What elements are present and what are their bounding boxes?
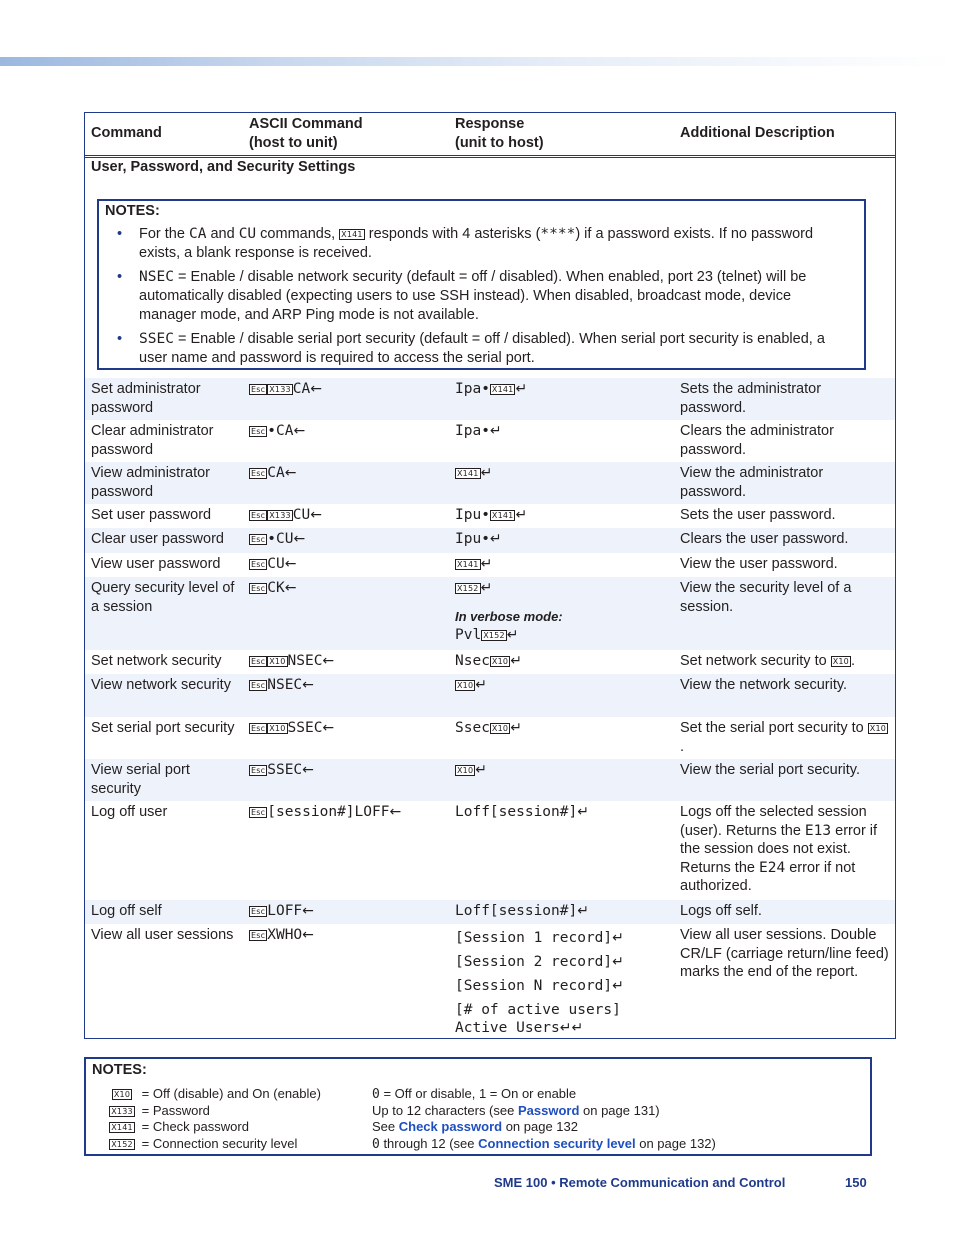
table-row bbox=[85, 674, 895, 717]
legend-value-text: Up to 12 characters (see bbox=[372, 1103, 518, 1118]
legend-value-code: 0 bbox=[372, 1137, 380, 1152]
ascii-command bbox=[249, 506, 449, 525]
header-ascii-line2: (host to unit) bbox=[249, 135, 338, 151]
response-text: [# of active users] bbox=[455, 1002, 621, 1018]
response bbox=[455, 719, 675, 738]
description: View all user sessions. Double CR/LF (carriage return/line feed) marks the end of the report. bbox=[680, 927, 889, 980]
note-text: ) if a password exists. If no password exists, a blank response is received. bbox=[139, 226, 814, 261]
esc-key-icon: Esc bbox=[251, 931, 266, 940]
table-row bbox=[85, 553, 895, 577]
variable-badge: X141 bbox=[111, 1123, 133, 1132]
note-code: SSEC bbox=[139, 331, 174, 347]
description: View the security level of a session. bbox=[680, 580, 852, 615]
table-row bbox=[85, 577, 895, 650]
esc-key-icon: Esc bbox=[251, 724, 266, 733]
link-connection-security-level[interactable]: Connection security level bbox=[478, 1136, 636, 1151]
ascii-command bbox=[249, 902, 449, 921]
link-check-password[interactable]: Check password bbox=[398, 1119, 503, 1134]
ascii-text: CU bbox=[267, 556, 285, 572]
description-text: . bbox=[850, 653, 855, 669]
bullet-icon: • bbox=[117, 269, 123, 285]
description-text: error if not authorized. bbox=[680, 859, 856, 894]
command-name: Log off user bbox=[91, 804, 168, 820]
send-arrow-icon: ← bbox=[310, 507, 322, 523]
header-gradient-bar bbox=[0, 57, 954, 66]
command-name: Set network security bbox=[91, 653, 222, 669]
response bbox=[455, 652, 675, 671]
command-name: Query security level of a session bbox=[91, 580, 235, 615]
ascii-command bbox=[249, 719, 449, 738]
variable-badge: X10 bbox=[491, 724, 509, 733]
footer-title: SME 100 • Remote Communication and Control bbox=[494, 1175, 786, 1190]
ascii-text: •CA bbox=[267, 423, 294, 439]
response-text: Nsec bbox=[455, 653, 490, 669]
response-text: [Session 2 record] bbox=[455, 954, 613, 970]
table-row bbox=[85, 650, 895, 674]
description: Clears the user password. bbox=[680, 531, 849, 547]
description: View the network security. bbox=[680, 677, 848, 693]
esc-key-icon: Esc bbox=[251, 560, 266, 569]
send-arrow-icon: ← bbox=[389, 804, 402, 820]
ascii-text: XWHO bbox=[267, 927, 303, 943]
esc-key-icon: Esc bbox=[251, 385, 266, 394]
return-arrow-icon: ↵ bbox=[475, 677, 487, 693]
return-arrow-icon: ↵ bbox=[577, 903, 589, 919]
variable-badge: X10 bbox=[269, 724, 286, 733]
header-response-line2: (unit to host) bbox=[455, 135, 544, 151]
response-text: Loff[session#] bbox=[455, 903, 578, 919]
note-text: responds with 4 asterisks ( bbox=[364, 226, 541, 242]
table-row bbox=[85, 717, 895, 759]
esc-key-icon: Esc bbox=[251, 511, 266, 520]
note-text: = Enable / disable network security (default = off / disabled). When enabled, port 23 (telnet) will be automatically disabled (expecting users to use SSH instead). When disabled, broadcast mode, device manager mode, and ARP Ping mode is not available. bbox=[139, 269, 807, 323]
ascii-text: •CU bbox=[267, 531, 294, 547]
table-row bbox=[85, 924, 895, 1036]
command-name: View user password bbox=[91, 556, 221, 572]
legend-value bbox=[372, 1086, 576, 1104]
variable-badge: X10 bbox=[491, 657, 509, 666]
return-arrow-icon: ↵ bbox=[577, 804, 589, 820]
legend-value-text: See bbox=[372, 1119, 399, 1134]
header-command: Command bbox=[91, 125, 162, 141]
ascii-text: NSEC bbox=[267, 677, 303, 693]
response-text: Ipu• bbox=[455, 531, 490, 547]
legend-value-text: on page 132 bbox=[502, 1119, 578, 1134]
command-name: Set serial port security bbox=[91, 720, 235, 736]
variable-badge: X152 bbox=[111, 1140, 133, 1149]
response bbox=[455, 579, 675, 645]
ascii-text: SSEC bbox=[287, 720, 323, 736]
verbose-label: In verbose mode: bbox=[455, 608, 563, 624]
return-arrow-icon: ↵ bbox=[571, 1020, 584, 1036]
return-arrow-icon: ↵ bbox=[559, 1020, 572, 1036]
legend-item bbox=[106, 1086, 321, 1103]
ascii-command bbox=[249, 926, 449, 945]
legend-item bbox=[106, 1136, 297, 1153]
ascii-command bbox=[249, 676, 449, 695]
esc-key-icon: Esc bbox=[251, 469, 266, 478]
variable-badge: X152 bbox=[457, 584, 479, 593]
legend-value-text: on page 131) bbox=[579, 1103, 660, 1118]
legend-value bbox=[372, 1103, 660, 1120]
description: Clears the administrator password. bbox=[680, 423, 834, 458]
send-arrow-icon: ← bbox=[302, 927, 314, 943]
variable-badge: X152 bbox=[483, 631, 505, 640]
ascii-text: [session#]LOFF bbox=[267, 804, 390, 820]
command-name: View network security bbox=[91, 677, 231, 693]
ascii-text: LOFF bbox=[267, 903, 303, 919]
note-code: NSEC bbox=[139, 269, 174, 285]
send-arrow-icon: ← bbox=[322, 720, 335, 736]
legend-definition: = Password bbox=[141, 1103, 210, 1118]
table-row bbox=[85, 801, 895, 900]
send-arrow-icon: ← bbox=[310, 381, 322, 397]
note-code: CU bbox=[238, 226, 257, 242]
send-arrow-icon: ← bbox=[284, 465, 297, 481]
send-arrow-icon: ← bbox=[293, 423, 306, 439]
ascii-command bbox=[249, 464, 449, 483]
response-text: Ipa• bbox=[455, 423, 490, 439]
response-text: [Session N record] bbox=[455, 978, 613, 994]
description: Sets the user password. bbox=[680, 507, 836, 523]
legend-definition: = Check password bbox=[141, 1119, 249, 1134]
description: View the user password. bbox=[680, 556, 838, 572]
command-name: Clear user password bbox=[91, 531, 224, 547]
variable-badge: X10 bbox=[269, 657, 286, 666]
note-item bbox=[99, 330, 844, 368]
note-code: **** bbox=[540, 226, 576, 242]
description-text: Set network security to bbox=[680, 653, 831, 669]
command-name: Log off self bbox=[91, 903, 162, 919]
table-row bbox=[85, 759, 895, 801]
note-text: commands, bbox=[256, 226, 340, 242]
response bbox=[455, 902, 675, 921]
header-ascii-line1: ASCII Command bbox=[249, 116, 363, 132]
send-arrow-icon: ← bbox=[293, 531, 306, 547]
ascii-command bbox=[249, 652, 449, 671]
ascii-text: CA bbox=[267, 465, 285, 481]
return-arrow-icon: ↵ bbox=[480, 580, 493, 596]
note-code: CA bbox=[188, 226, 207, 242]
legend-notes-box bbox=[84, 1057, 872, 1156]
variable-badge: X10 bbox=[457, 681, 474, 690]
section-title: User, Password, and Security Settings bbox=[91, 159, 356, 175]
variable-badge: X10 bbox=[113, 1090, 131, 1099]
legend-item bbox=[106, 1103, 210, 1120]
legend-value-text: through 12 (see bbox=[379, 1136, 479, 1151]
variable-badge: X141 bbox=[491, 511, 514, 520]
response bbox=[455, 464, 675, 483]
table-row bbox=[85, 420, 895, 462]
command-name: View serial port security bbox=[91, 762, 190, 797]
response-text: Pvl bbox=[455, 627, 482, 643]
note-text: and bbox=[206, 226, 239, 242]
response-text: Active Users bbox=[455, 1020, 560, 1036]
response-text: Ipa• bbox=[455, 381, 490, 397]
return-arrow-icon: ↵ bbox=[489, 423, 502, 439]
note-text: For the bbox=[139, 226, 189, 242]
command-name: Set user password bbox=[91, 507, 212, 523]
ascii-text: CA bbox=[292, 381, 311, 397]
ascii-command bbox=[249, 422, 449, 441]
esc-key-icon: Esc bbox=[251, 907, 266, 916]
variable-badge: X10 bbox=[832, 657, 849, 666]
legend-item bbox=[106, 1119, 249, 1136]
return-arrow-icon: ↵ bbox=[475, 762, 487, 778]
response bbox=[455, 530, 675, 549]
legend-value-code: 0 bbox=[372, 1087, 380, 1102]
return-arrow-icon: ↵ bbox=[612, 930, 624, 946]
response-text: Ssec bbox=[455, 720, 490, 736]
notes-box bbox=[97, 199, 866, 370]
ascii-command bbox=[249, 555, 449, 574]
esc-key-icon: Esc bbox=[251, 657, 266, 666]
return-arrow-icon: ↵ bbox=[480, 465, 493, 481]
send-arrow-icon: ← bbox=[302, 677, 314, 693]
legend-value-text: = Off or disable, 1 = On or enable bbox=[379, 1086, 577, 1101]
command-name: Clear administrator password bbox=[91, 423, 214, 458]
esc-key-icon: Esc bbox=[251, 427, 266, 436]
response bbox=[455, 555, 675, 574]
notes-title: NOTES: bbox=[105, 203, 160, 219]
response bbox=[455, 676, 675, 695]
description-text: Logs off the selected session (user). Returns the bbox=[680, 804, 867, 839]
response bbox=[455, 761, 675, 780]
response bbox=[455, 926, 675, 1037]
description: Sets the administrator password. bbox=[680, 381, 822, 416]
header-ascii-command bbox=[249, 115, 363, 153]
response-text: Ipu• bbox=[455, 507, 490, 523]
return-arrow-icon: ↵ bbox=[506, 627, 519, 643]
legend-definition: = Connection security level bbox=[141, 1136, 298, 1151]
header-response-line1: Response bbox=[455, 116, 525, 132]
return-arrow-icon: ↵ bbox=[515, 381, 528, 397]
return-arrow-icon: ↵ bbox=[612, 978, 624, 994]
legend-notes-title: NOTES: bbox=[92, 1062, 147, 1078]
send-arrow-icon: ← bbox=[322, 653, 335, 669]
description bbox=[680, 803, 890, 896]
variable-badge: X141 bbox=[457, 469, 479, 478]
variable-badge: X141 bbox=[491, 385, 514, 394]
send-arrow-icon: ← bbox=[284, 556, 297, 572]
note-item bbox=[99, 225, 844, 263]
command-table bbox=[84, 112, 896, 1039]
table-row bbox=[85, 528, 895, 553]
description-text: . bbox=[680, 738, 685, 755]
ascii-command bbox=[249, 530, 449, 549]
return-arrow-icon: ↵ bbox=[480, 556, 493, 572]
command-name: View administrator password bbox=[91, 465, 211, 500]
return-arrow-icon: ↵ bbox=[612, 954, 624, 970]
variable-badge: X10 bbox=[869, 724, 887, 733]
response bbox=[455, 422, 675, 441]
esc-key-icon: Esc bbox=[251, 681, 266, 690]
return-arrow-icon: ↵ bbox=[510, 720, 522, 736]
ascii-text: CU bbox=[292, 507, 311, 523]
esc-key-icon: Esc bbox=[251, 808, 266, 817]
ascii-command bbox=[249, 579, 449, 598]
return-arrow-icon: ↵ bbox=[489, 531, 502, 547]
page-number: 150 bbox=[845, 1175, 867, 1190]
ascii-text: NSEC bbox=[287, 653, 323, 669]
send-arrow-icon: ← bbox=[284, 580, 297, 596]
response bbox=[455, 380, 675, 399]
legend-definition: = Off (disable) and On (enable) bbox=[141, 1086, 321, 1101]
table-row bbox=[85, 900, 895, 924]
description: Logs off self. bbox=[680, 903, 762, 919]
description: View the administrator password. bbox=[680, 465, 824, 500]
send-arrow-icon: ← bbox=[302, 762, 314, 778]
header-additional-description: Additional Description bbox=[680, 125, 835, 141]
legend-value-text: on page 132) bbox=[635, 1136, 716, 1151]
error-code: E24 bbox=[759, 859, 786, 876]
command-name: Set administrator password bbox=[91, 381, 201, 416]
variable-badge: X141 bbox=[457, 560, 479, 569]
ascii-text: SSEC bbox=[267, 762, 303, 778]
return-arrow-icon: ↵ bbox=[510, 653, 522, 669]
variable-badge: X10 bbox=[457, 766, 474, 775]
bullet-icon: • bbox=[117, 226, 123, 242]
link-password[interactable]: Password bbox=[517, 1103, 580, 1118]
response-text: Loff[session#] bbox=[455, 804, 578, 820]
esc-key-icon: Esc bbox=[251, 766, 266, 775]
response bbox=[455, 803, 675, 822]
send-arrow-icon: ← bbox=[302, 903, 314, 919]
return-arrow-icon: ↵ bbox=[515, 507, 528, 523]
description bbox=[680, 719, 890, 756]
description: View the serial port security. bbox=[680, 762, 860, 778]
legend-value bbox=[372, 1119, 578, 1136]
note-text: = Enable / disable serial port security (default = off / disabled). When serial port security is enabled, a user name and password is required to access the serial port. bbox=[139, 331, 825, 366]
command-name: View all user sessions bbox=[91, 927, 234, 943]
description-text: error if the session does not exist. Returns the bbox=[680, 822, 878, 876]
table-header bbox=[85, 113, 895, 156]
response bbox=[455, 506, 675, 525]
description bbox=[680, 652, 890, 671]
esc-key-icon: Esc bbox=[251, 584, 266, 593]
variable-badge: X133 bbox=[269, 385, 291, 394]
variable-badge: X133 bbox=[111, 1107, 133, 1116]
legend-value bbox=[372, 1136, 716, 1154]
table-row bbox=[85, 378, 895, 420]
ascii-command bbox=[249, 803, 449, 822]
error-code: E13 bbox=[804, 822, 832, 839]
ascii-command bbox=[249, 761, 449, 780]
bullet-icon: • bbox=[117, 331, 123, 347]
variable-badge: X133 bbox=[269, 511, 291, 520]
table-row bbox=[85, 504, 895, 528]
variable-badge: X141 bbox=[341, 230, 363, 239]
esc-key-icon: Esc bbox=[251, 535, 266, 544]
description-text: Set the serial port security to bbox=[680, 720, 868, 736]
ascii-text: CK bbox=[267, 580, 285, 596]
ascii-command bbox=[249, 380, 449, 399]
header-response bbox=[455, 115, 544, 153]
response-text: [Session 1 record] bbox=[455, 930, 613, 946]
note-item bbox=[99, 268, 844, 325]
table-row bbox=[85, 462, 895, 504]
